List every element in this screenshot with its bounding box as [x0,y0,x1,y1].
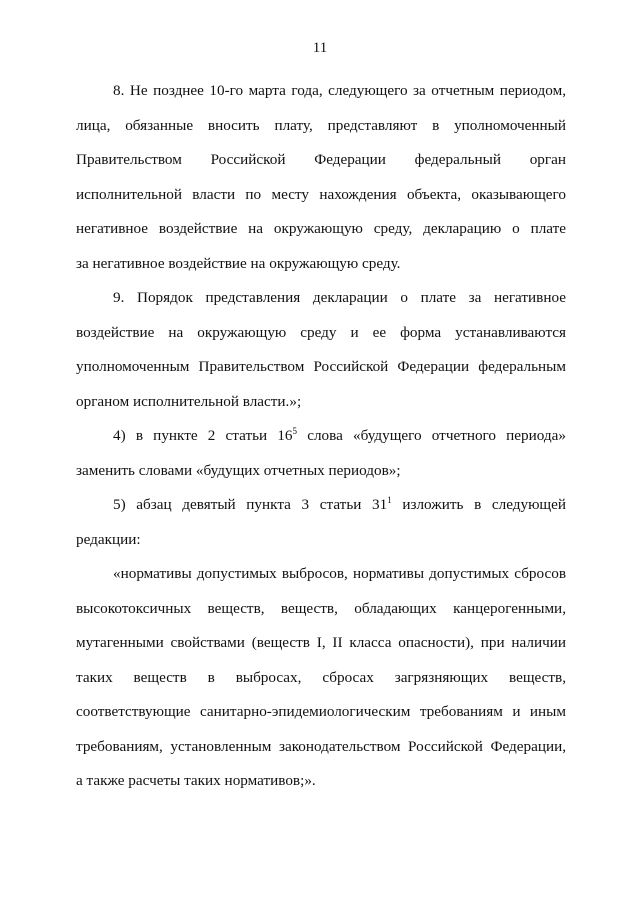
text-line: уполномоченным Правительством Российской Федерации федеральным [76,358,566,375]
superscript: 5 [292,426,298,436]
text-fragment: 5) абзац девятый пункта 3 статьи 31 [113,496,388,513]
text-line: а также расчеты таких нормативов;». [76,772,316,789]
text-line: 9. Порядок представления декларации о плате за негативное [113,289,566,306]
paragraph-8 [76,74,566,281]
text-line: мутагенными свойствами (веществ I, II класса опасности), при наличии [76,634,566,651]
text-line: органом исполнительной власти.»; [76,392,302,410]
document-body [76,74,566,799]
amendment-item-4 [76,419,566,488]
text-line [76,488,566,523]
text-line: соответствующие санитарно-эпидемиологическим требованиям и иным [76,703,566,720]
text-line [76,419,566,454]
text-line: заменить словами «будущих отчетных периодов»; [76,461,401,479]
text-line: редакции: [76,530,141,548]
text-line: «нормативы допустимых выбросов, нормативы допустимых сбросов [113,565,566,582]
text-line: таких веществ в выбросах, сбросах загрязняющих веществ, [76,668,566,686]
text-line: за негативное воздействие на окружающую среду. [76,254,401,272]
text-fragment: 4) в пункте 2 статьи 16 [113,427,293,444]
amendment-item-5 [76,488,566,557]
text-line: исполнительной власти по месту нахождения объекта, оказывающего [76,185,566,203]
text-line: негативное воздействие на окружающую среду, декларацию о плате [76,220,566,237]
text-line: 8. Не позднее 10-го марта года, следующего за отчетным периодом, [113,82,566,99]
text-fragment: слова «будущего отчетного периода» [297,427,566,444]
superscript: 1 [387,495,392,505]
paragraph-9 [76,281,566,419]
text-line: требованиям, установленным законодательством Российской Федерации, [76,737,566,755]
text-line: Правительством Российской Федерации федеральный орган [76,151,566,168]
text-fragment: изложить в следующей [391,496,566,513]
text-line: воздействие на окружающую среду и ее форма устанавливаются [76,323,566,341]
page-number: 11 [312,40,328,56]
quoted-text [76,557,566,799]
text-line: высокотоксичных веществ, веществ, обладающих канцерогенными, [76,599,566,617]
text-line: лица, обязанные вносить плату, представляют в уполномоченный [76,116,566,134]
